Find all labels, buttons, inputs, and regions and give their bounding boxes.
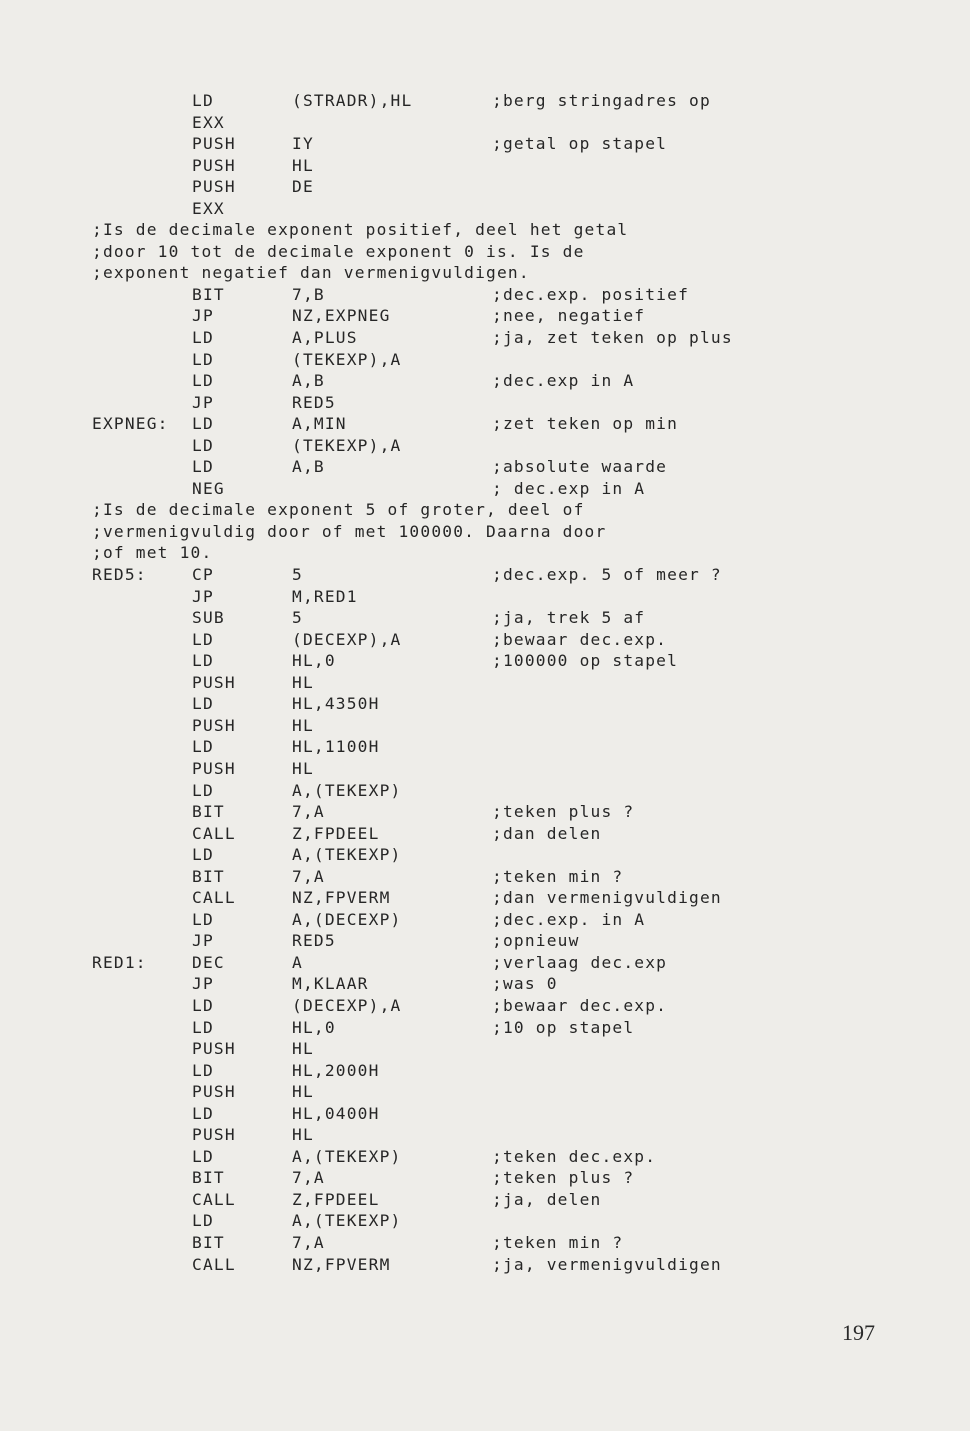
code-comment: ;teken dec.exp. [492, 1146, 657, 1166]
operand: A,PLUS [292, 328, 358, 348]
opcode: PUSH [192, 758, 236, 778]
operand: HL [292, 672, 314, 692]
code-comment: ;dec.exp in A [492, 371, 635, 391]
comment-text: ;vermenigvuldig door of met 100000. Daarna door [92, 521, 607, 541]
comment-text: ;Is de decimale exponent positief, deel het getal [92, 220, 629, 240]
code-comment: ;dan vermenigvuldigen [492, 888, 722, 908]
operand: NZ,FPVERM [292, 888, 391, 908]
code-comment: ;teken min ? [492, 1232, 624, 1252]
opcode: BIT [192, 284, 225, 304]
code-comment: ;nee, negatief [492, 306, 646, 326]
operand: 7,A [292, 1232, 325, 1252]
opcode: JP [192, 392, 214, 412]
code-line [92, 478, 812, 500]
operand: HL [292, 1125, 314, 1145]
opcode: PUSH [192, 134, 236, 154]
code-comment: ;berg stringadres op [492, 91, 711, 110]
code-comment: ;absolute waarde [492, 457, 668, 477]
opcode: JP [192, 306, 214, 326]
operand: Z,FPDEEL [292, 823, 380, 843]
code-line [92, 801, 812, 823]
code-line [92, 1017, 812, 1039]
opcode: CALL [192, 888, 236, 908]
code-line [92, 1103, 812, 1125]
opcode: LD [192, 651, 214, 671]
code-comment: ;100000 op stapel [492, 651, 679, 671]
comment-line [92, 542, 812, 564]
opcode: LD [192, 629, 214, 649]
opcode: NEG [192, 478, 225, 498]
code-comment: ;was 0 [492, 974, 558, 994]
code-line [92, 736, 812, 758]
code-line [92, 198, 812, 220]
code-comment: ;ja, delen [492, 1189, 602, 1209]
opcode: CP [192, 565, 214, 585]
opcode: BIT [192, 1168, 225, 1188]
code-line [92, 844, 812, 866]
opcode: DEC [192, 952, 225, 972]
operand: A,MIN [292, 414, 347, 434]
code-line [92, 1167, 812, 1189]
code-line [92, 284, 812, 306]
code-comment: ;zet teken op min [492, 414, 679, 434]
operand: NZ,FPVERM [292, 1254, 391, 1274]
comment-line [92, 241, 812, 263]
operand: HL [292, 1039, 314, 1059]
opcode: CALL [192, 1189, 236, 1209]
code-line [92, 370, 812, 392]
code-line [92, 1254, 812, 1276]
operand: HL [292, 155, 314, 175]
code-label: EXPNEG: [92, 414, 169, 434]
opcode: LD [192, 995, 214, 1015]
operand: A,(TEKEXP) [292, 780, 402, 800]
opcode: LD [192, 694, 214, 714]
operand: DE [292, 177, 314, 197]
code-line [92, 887, 812, 909]
code-line [92, 1232, 812, 1254]
code-line [92, 176, 812, 198]
code-label: RED5: [92, 565, 147, 585]
operand: NZ,EXPNEG [292, 306, 391, 326]
code-comment: ;ja, vermenigvuldigen [492, 1254, 722, 1274]
code-line [92, 758, 812, 780]
code-line [92, 909, 812, 931]
operand: 7,A [292, 1168, 325, 1188]
opcode: CALL [192, 1254, 236, 1274]
opcode: CALL [192, 823, 236, 843]
opcode: PUSH [192, 1039, 236, 1059]
opcode: JP [192, 931, 214, 951]
code-line [92, 112, 812, 134]
opcode: LD [192, 1146, 214, 1166]
code-line [92, 607, 812, 629]
comment-line [92, 521, 812, 543]
operand: HL,2000H [292, 1060, 380, 1080]
opcode: JP [192, 586, 214, 606]
opcode: PUSH [192, 177, 236, 197]
opcode: LD [192, 457, 214, 477]
opcode: PUSH [192, 672, 236, 692]
code-comment: ;bewaar dec.exp. [492, 995, 668, 1015]
comment-text: ;of met 10. [92, 543, 213, 563]
code-line [92, 1146, 812, 1168]
code-comment: ;bewaar dec.exp. [492, 629, 668, 649]
opcode: LD [192, 349, 214, 369]
code-line [92, 435, 812, 457]
opcode: LD [192, 414, 214, 434]
operand: (DECEXP),A [292, 995, 402, 1015]
operand: A,(TEKEXP) [292, 1211, 402, 1231]
code-line [92, 155, 812, 177]
code-comment: ;ja, zet teken op plus [492, 328, 733, 348]
code-comment: ;10 op stapel [492, 1017, 635, 1037]
code-line [92, 1189, 812, 1211]
opcode: LD [192, 1103, 214, 1123]
code-line [92, 305, 812, 327]
operand: HL,0 [292, 1017, 336, 1037]
code-line [92, 586, 812, 608]
operand: HL,0400H [292, 1103, 380, 1123]
operand: (STRADR),HL [292, 91, 413, 110]
comment-text: ;Is de decimale exponent 5 of groter, deel of [92, 500, 585, 520]
code-line [92, 1038, 812, 1060]
code-line [92, 133, 812, 155]
code-comment: ;teken min ? [492, 866, 624, 886]
opcode: LD [192, 909, 214, 929]
code-line [92, 629, 812, 651]
operand: 5 [292, 608, 303, 628]
code-line [92, 995, 812, 1017]
code-line [92, 392, 812, 414]
code-line [92, 1124, 812, 1146]
code-line [92, 1060, 812, 1082]
comment-line [92, 219, 812, 241]
opcode: LD [192, 435, 214, 455]
operand: A,(DECEXP) [292, 909, 402, 929]
operand: A,(TEKEXP) [292, 1146, 402, 1166]
operand: (TEKEXP),A [292, 349, 402, 369]
opcode: LD [192, 371, 214, 391]
code-line [92, 564, 812, 586]
operand: A,B [292, 457, 325, 477]
operand: IY [292, 134, 314, 154]
code-comment: ;ja, trek 5 af [492, 608, 646, 628]
opcode: LD [192, 737, 214, 757]
code-line [92, 650, 812, 672]
operand: HL [292, 715, 314, 735]
comment-text: ;exponent negatief dan vermenigvuldigen. [92, 263, 530, 283]
code-comment: ; dec.exp in A [492, 478, 646, 498]
code-label: RED1: [92, 952, 147, 972]
page-number: 197 [842, 1320, 875, 1345]
operand: A,B [292, 371, 325, 391]
assembly-listing [92, 90, 812, 1275]
code-comment: ;teken plus ? [492, 1168, 635, 1188]
code-line [92, 780, 812, 802]
opcode: EXX [192, 198, 225, 218]
code-line [92, 866, 812, 888]
code-comment: ;teken plus ? [492, 802, 635, 822]
operand: 7,B [292, 284, 325, 304]
code-line [92, 973, 812, 995]
operand: HL [292, 758, 314, 778]
operand: A,(TEKEXP) [292, 845, 402, 865]
code-line [92, 456, 812, 478]
operand: 7,A [292, 866, 325, 886]
code-comment: ;opnieuw [492, 931, 580, 951]
code-comment: ;dec.exp. in A [492, 909, 646, 929]
operand: HL,1100H [292, 737, 380, 757]
code-line [92, 952, 812, 974]
code-line [92, 349, 812, 371]
code-comment: ;verlaag dec.exp [492, 952, 668, 972]
opcode: LD [192, 1211, 214, 1231]
comment-line [92, 262, 812, 284]
code-line [92, 327, 812, 349]
code-line [92, 413, 812, 435]
operand: RED5 [292, 392, 336, 412]
operand: A [292, 952, 303, 972]
comment-text: ;door 10 tot de decimale exponent 0 is. Is de [92, 241, 585, 261]
opcode: BIT [192, 802, 225, 822]
code-comment: ;dec.exp. positief [492, 284, 690, 304]
opcode: LD [192, 328, 214, 348]
code-comment: ;getal op stapel [492, 134, 668, 154]
opcode: LD [192, 91, 214, 110]
operand: 7,A [292, 802, 325, 822]
operand: M,RED1 [292, 586, 358, 606]
opcode: PUSH [192, 155, 236, 175]
code-line [92, 672, 812, 694]
opcode: BIT [192, 1232, 225, 1252]
opcode: PUSH [192, 1082, 236, 1102]
code-line [92, 715, 812, 737]
code-line [92, 1081, 812, 1103]
opcode: PUSH [192, 1125, 236, 1145]
code-line [92, 1210, 812, 1232]
operand: (DECEXP),A [292, 629, 402, 649]
operand: HL [292, 1082, 314, 1102]
code-line [92, 90, 812, 112]
opcode: JP [192, 974, 214, 994]
opcode: LD [192, 1060, 214, 1080]
opcode: SUB [192, 608, 225, 628]
operand: (TEKEXP),A [292, 435, 402, 455]
comment-line [92, 499, 812, 521]
opcode: EXX [192, 112, 225, 132]
operand: M,KLAAR [292, 974, 369, 994]
operand: 5 [292, 565, 303, 585]
operand: HL,0 [292, 651, 336, 671]
opcode: LD [192, 780, 214, 800]
code-comment: ;dan delen [492, 823, 602, 843]
code-comment: ;dec.exp. 5 of meer ? [492, 565, 722, 585]
code-line [92, 693, 812, 715]
operand: RED5 [292, 931, 336, 951]
opcode: LD [192, 845, 214, 865]
opcode: LD [192, 1017, 214, 1037]
code-line [92, 823, 812, 845]
opcode: BIT [192, 866, 225, 886]
code-line [92, 930, 812, 952]
opcode: PUSH [192, 715, 236, 735]
operand: HL,4350H [292, 694, 380, 714]
operand: Z,FPDEEL [292, 1189, 380, 1209]
